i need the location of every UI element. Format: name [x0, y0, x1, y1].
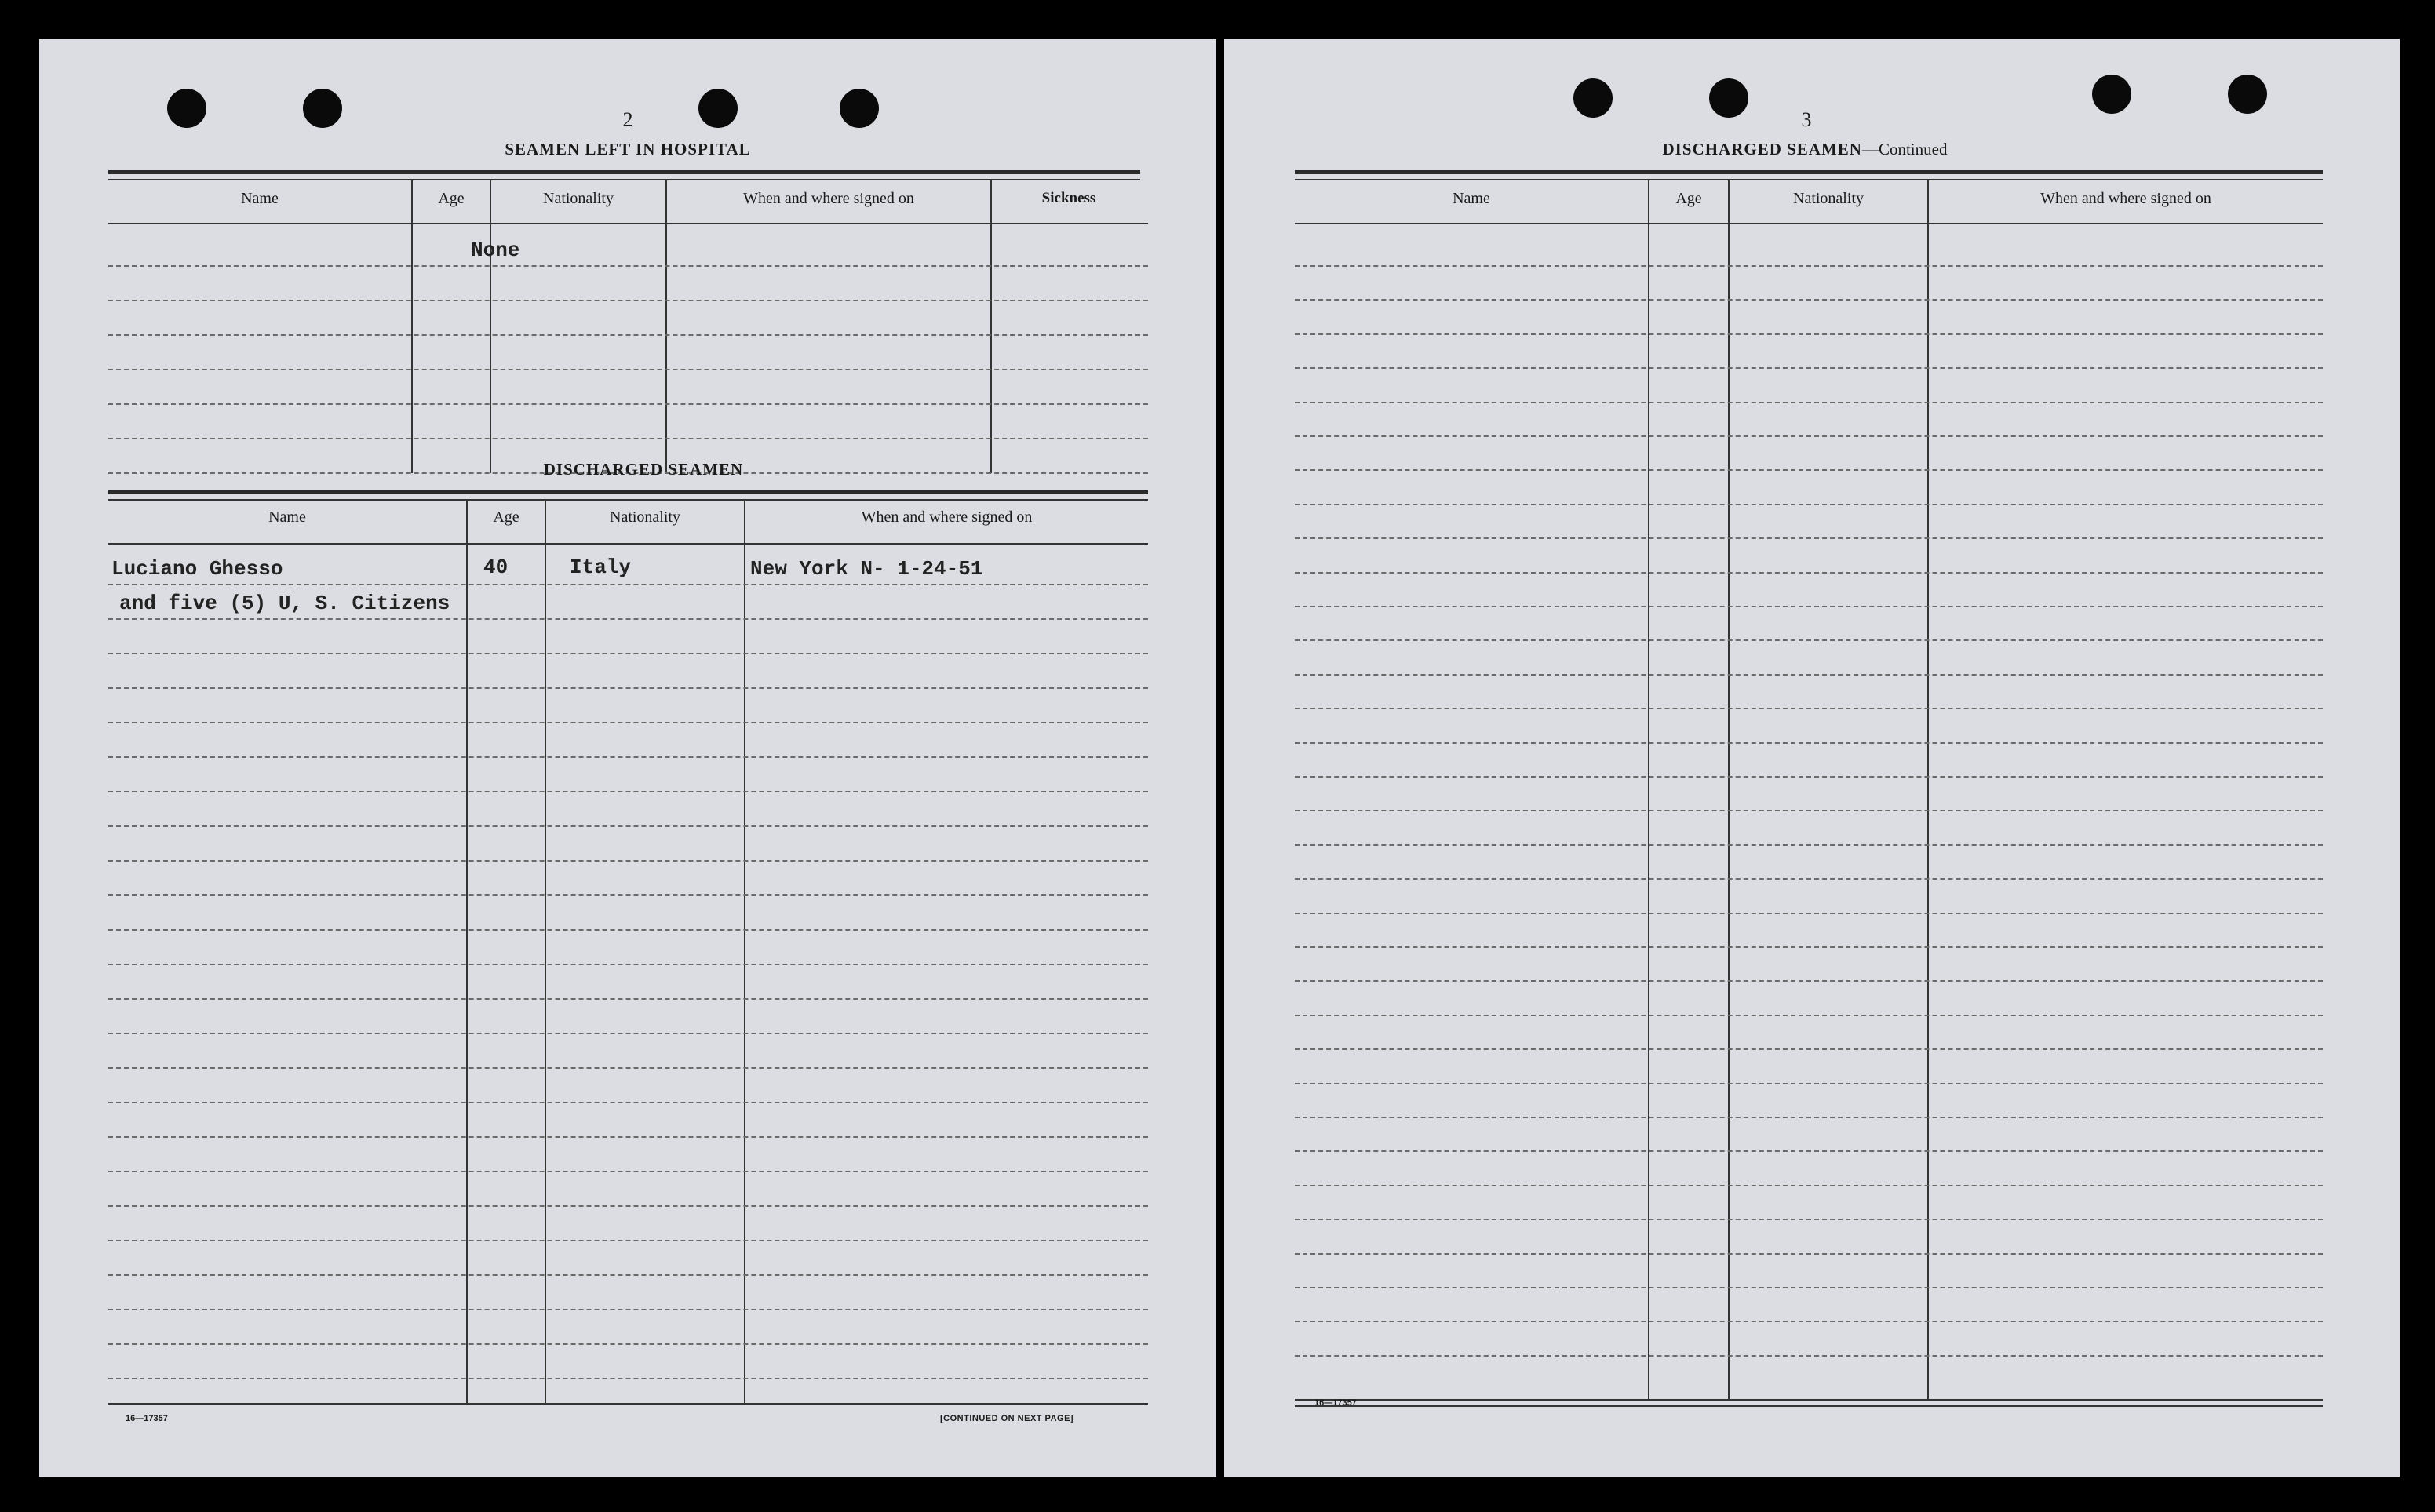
ruled-line — [108, 1343, 1148, 1345]
ruled-line — [1295, 708, 2323, 709]
column-header-signed-on: When and where signed on — [743, 190, 914, 207]
ruled-line — [108, 722, 1148, 723]
ruled-line — [108, 584, 1148, 585]
ruled-line — [1295, 946, 2323, 948]
ruled-line — [108, 1274, 1148, 1276]
ruled-line — [1295, 1253, 2323, 1255]
punch-hole — [167, 89, 206, 128]
punch-hole — [2092, 75, 2131, 114]
ruled-line — [1295, 1117, 2323, 1118]
seaman-name: and five (5) U, S. Citizens — [119, 592, 450, 615]
punch-hole — [303, 89, 342, 128]
table-bottom-rule — [1295, 1399, 2323, 1401]
ruled-line — [108, 687, 1148, 689]
ruled-line — [1295, 878, 2323, 880]
table-top-rule — [1295, 179, 2323, 180]
table-bottom-rule — [108, 1403, 1148, 1405]
ruled-line — [1295, 844, 2323, 846]
punch-hole — [698, 89, 738, 128]
column-header-age: Age — [493, 508, 519, 526]
form-number: 16—17357 — [126, 1414, 168, 1423]
ruled-line — [1295, 1321, 2323, 1322]
ruled-line — [1295, 1048, 2323, 1050]
ruled-line — [1295, 1150, 2323, 1152]
column-header-nationality: Nationality — [543, 190, 614, 207]
ruled-line — [1295, 265, 2323, 267]
discharged-continued-title — [1569, 140, 2040, 159]
page-number: 2 — [622, 108, 633, 131]
ruled-line — [1295, 674, 2323, 676]
column-divider — [744, 499, 745, 1404]
table-bottom-rule — [1295, 1405, 2323, 1407]
right-page — [1224, 39, 2400, 1477]
ruled-line — [1295, 1083, 2323, 1084]
column-header-name: Name — [1453, 190, 1490, 207]
continued-suffix: —Continued — [1861, 140, 1948, 158]
column-header-name: Name — [268, 508, 306, 526]
ruled-line — [1295, 333, 2323, 335]
table-top-rule — [108, 179, 1140, 180]
table-top-rule — [1295, 170, 2323, 174]
ruled-line — [1295, 742, 2323, 744]
ruled-line — [108, 1136, 1148, 1138]
continued-note: [CONTINUED ON NEXT PAGE] — [940, 1414, 1074, 1423]
seaman-signed-on: New York N- 1-24-51 — [750, 557, 983, 581]
ruled-line — [1295, 572, 2323, 574]
column-header-nationality: Nationality — [1793, 190, 1864, 207]
ruled-line — [1295, 639, 2323, 641]
ruled-line — [1295, 1185, 2323, 1186]
ruled-line — [1295, 776, 2323, 778]
ruled-line — [1295, 980, 2323, 982]
ruled-line — [1295, 537, 2323, 539]
column-divider — [490, 179, 491, 473]
column-header-nationality: Nationality — [610, 508, 680, 526]
hospital-entry: None — [471, 239, 520, 262]
header-bottom-rule — [108, 223, 1148, 224]
page-number: 3 — [1801, 108, 1812, 131]
hospital-section-title: SEAMEN LEFT IN HOSPITAL — [505, 140, 751, 158]
punch-hole — [1573, 78, 1613, 118]
punch-hole — [840, 89, 879, 128]
section-title-text: DISCHARGED SEAMEN — [1662, 140, 1862, 158]
seaman-nationality: Italy — [570, 556, 632, 579]
ruled-line — [108, 653, 1148, 654]
ruled-line — [108, 929, 1148, 931]
table-top-rule — [108, 170, 1140, 174]
column-header-age: Age — [438, 190, 465, 207]
form-number: 16—17357 — [1314, 1398, 1357, 1408]
seaman-age: 40 — [483, 556, 509, 579]
column-divider — [1927, 179, 1929, 1401]
ruled-line — [1295, 1287, 2323, 1288]
ruled-line — [1295, 913, 2323, 914]
column-divider — [466, 499, 468, 1404]
ruled-line — [108, 1102, 1148, 1103]
seaman-name: Luciano Ghesso — [111, 557, 283, 581]
ruled-line — [1295, 1355, 2323, 1357]
ruled-line — [108, 791, 1148, 792]
ruled-line — [1295, 435, 2323, 437]
punch-hole — [1709, 78, 1748, 118]
column-header-signed-on: When and where signed on — [2040, 190, 2211, 207]
left-page — [39, 39, 1216, 1477]
ruled-line — [1295, 810, 2323, 811]
header-bottom-rule — [1295, 223, 2323, 224]
ruled-line — [108, 1205, 1148, 1207]
column-divider — [1648, 179, 1649, 1401]
column-divider — [665, 179, 667, 473]
ruled-line — [1295, 469, 2323, 471]
column-divider — [411, 179, 413, 473]
ruled-line — [1295, 504, 2323, 505]
ruled-line — [1295, 299, 2323, 301]
ruled-line — [108, 998, 1148, 1000]
ruled-line — [108, 1240, 1148, 1241]
ruled-line — [108, 1171, 1148, 1172]
discharged-section-title: DISCHARGED SEAMEN — [543, 460, 744, 479]
ruled-line — [108, 1309, 1148, 1310]
ruled-line — [1295, 367, 2323, 369]
ruled-line — [108, 1378, 1148, 1379]
column-divider — [1728, 179, 1730, 1401]
ruled-line — [108, 756, 1148, 758]
ruled-line — [1295, 1219, 2323, 1220]
ruled-line — [108, 894, 1148, 896]
column-header-name: Name — [241, 190, 279, 207]
ruled-line — [108, 860, 1148, 862]
column-header-signed-on: When and where signed on — [861, 508, 1033, 526]
ruled-line — [1295, 1015, 2323, 1016]
column-header-age: Age — [1675, 190, 1702, 207]
table-top-rule — [108, 490, 1148, 494]
column-divider — [545, 499, 546, 1404]
table-top-rule — [108, 499, 1148, 501]
header-bottom-rule — [108, 543, 1148, 545]
ruled-line — [108, 618, 1148, 620]
ruled-line — [108, 964, 1148, 965]
ruled-line — [108, 825, 1148, 827]
punch-hole — [2228, 75, 2267, 114]
ruled-line — [108, 1033, 1148, 1034]
ruled-line — [108, 1067, 1148, 1069]
ruled-line — [1295, 606, 2323, 607]
ruled-line — [1295, 402, 2323, 403]
column-divider — [990, 179, 992, 473]
column-header-sickness: Sickness — [1041, 190, 1096, 206]
